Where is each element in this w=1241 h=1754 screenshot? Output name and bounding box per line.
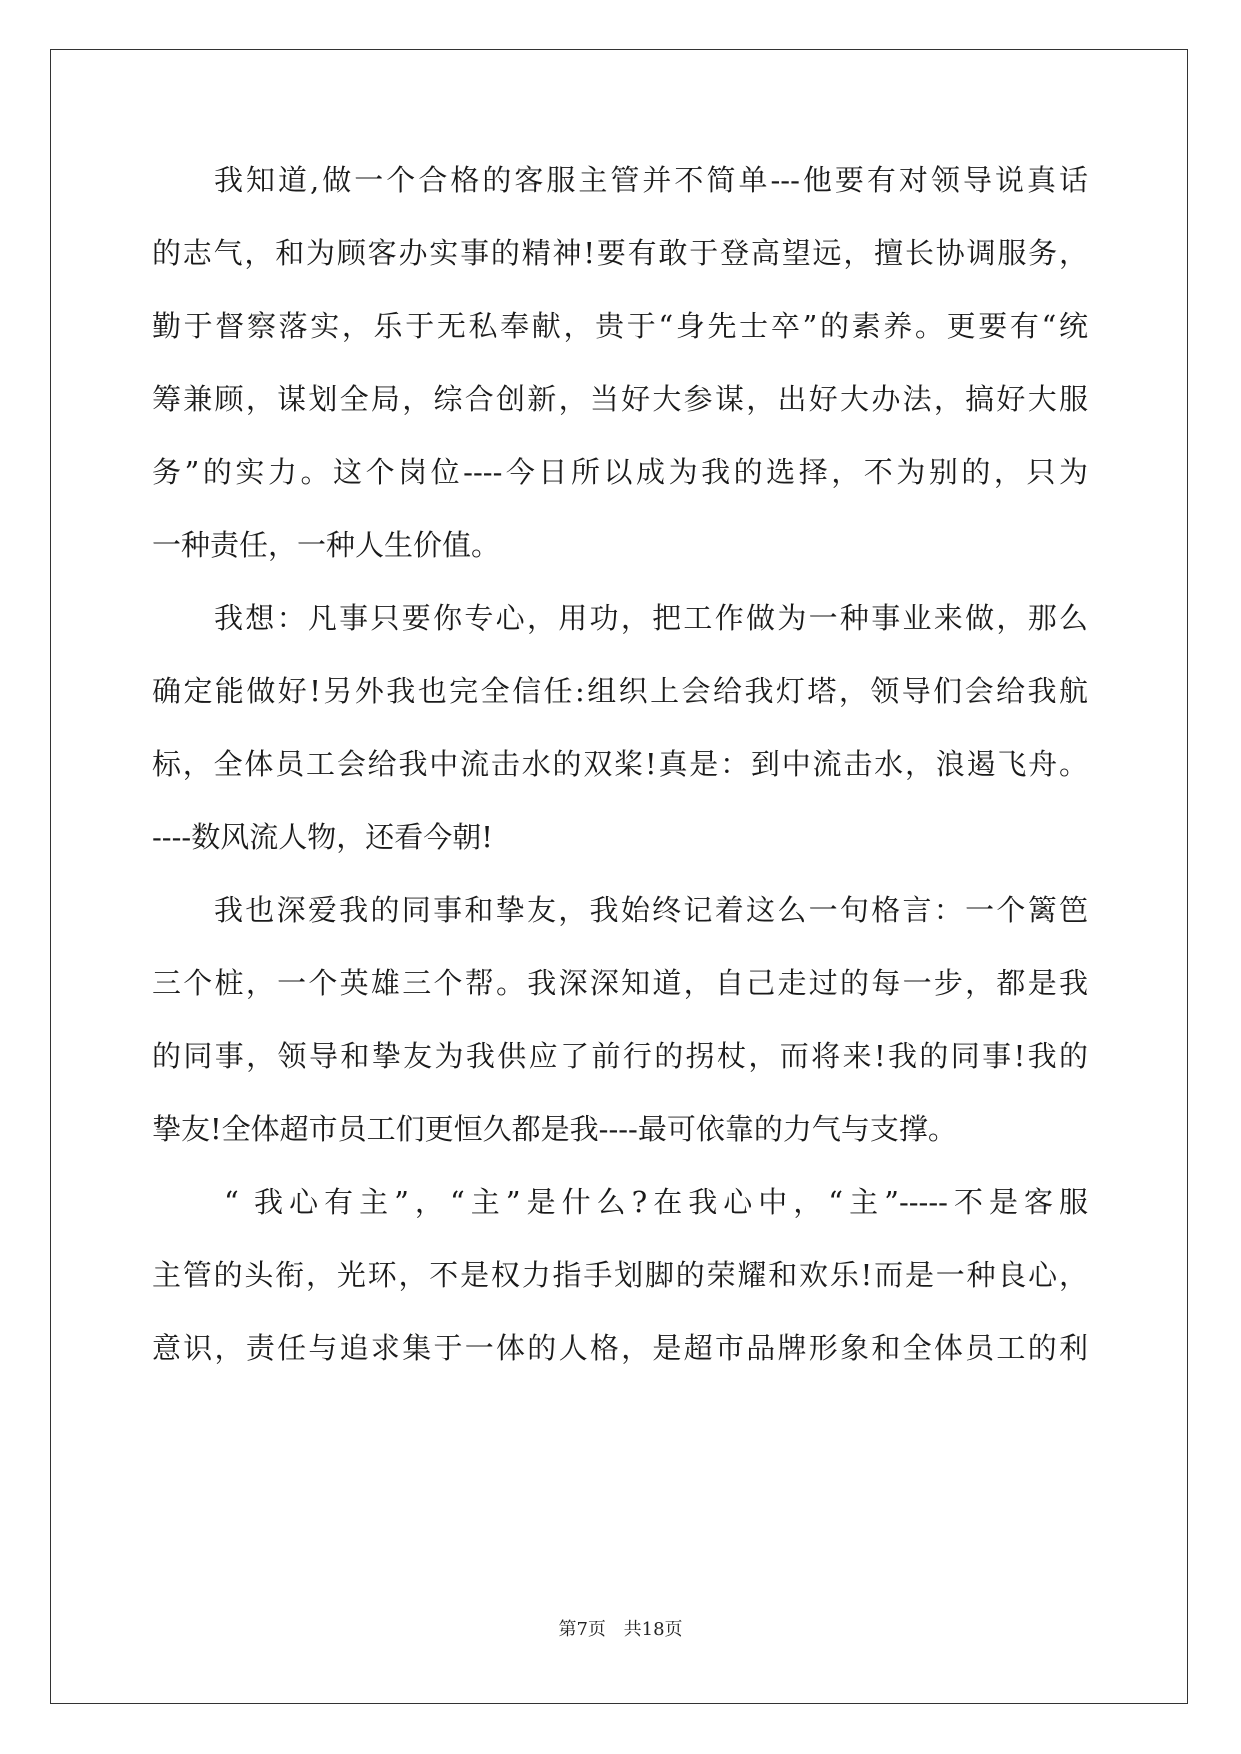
text-line: 主管的头衔，光环，不是权力指手划脚的荣耀和欢乐!而是一种良心， [152,1258,1088,1292]
page-footer [0,1618,1241,1642]
text-line: 我也深爱我的同事和挚友，我始终记着这么一句格言：一个篱笆 [214,893,1088,927]
text-line: 确定能做好!另外我也完全信任:组织上会给我灯塔，领导们会给我航 [152,674,1088,708]
text-line: “ 我心有主”，“主”是什么?在我心中，“主”-----不是客服 [224,1185,1088,1219]
text-line: 标，全体员工会给我中流击水的双桨!真是：到中流击水，浪遏飞舟。 [152,747,1088,781]
text-line: 我想：凡事只要你专心，用功，把工作做为一种事业来做，那么 [214,601,1088,635]
text-line: ----数风流人物，还看今朝! [152,820,493,854]
text-line: 的志气，和为顾客办实事的精神!要有敢于登高望远，擅长协调服务， [152,236,1088,270]
text-line: 挚友!全体超市员工们更恒久都是我----最可依靠的力气与支撑。 [152,1112,957,1146]
page-number: 第7页 [558,1619,606,1640]
text-line: 勤于督察落实，乐于无私奉献，贵于“身先士卒”的素养。更要有“统 [152,309,1088,343]
text-line: 我知道,做一个合格的客服主管并不简单---他要有对领导说真话 [214,163,1088,197]
page-total: 共18页 [623,1619,683,1640]
text-line: 的同事，领导和挚友为我供应了前行的拐杖，而将来!我的同事!我的 [152,1039,1088,1073]
text-line: 一种责任，一种人生价值。 [152,528,501,562]
page-border [50,49,1188,1704]
text-line: 务”的实力。这个岗位----今日所以成为我的选择，不为别的，只为 [152,455,1088,489]
text-line: 三个桩，一个英雄三个帮。我深深知道，自己走过的每一步，都是我 [152,966,1088,1000]
text-line: 意识，责任与追求集于一体的人格，是超市品牌形象和全体员工的利 [152,1331,1088,1365]
text-line: 筹兼顾，谋划全局，综合创新，当好大参谋，出好大办法，搞好大服 [152,382,1088,416]
